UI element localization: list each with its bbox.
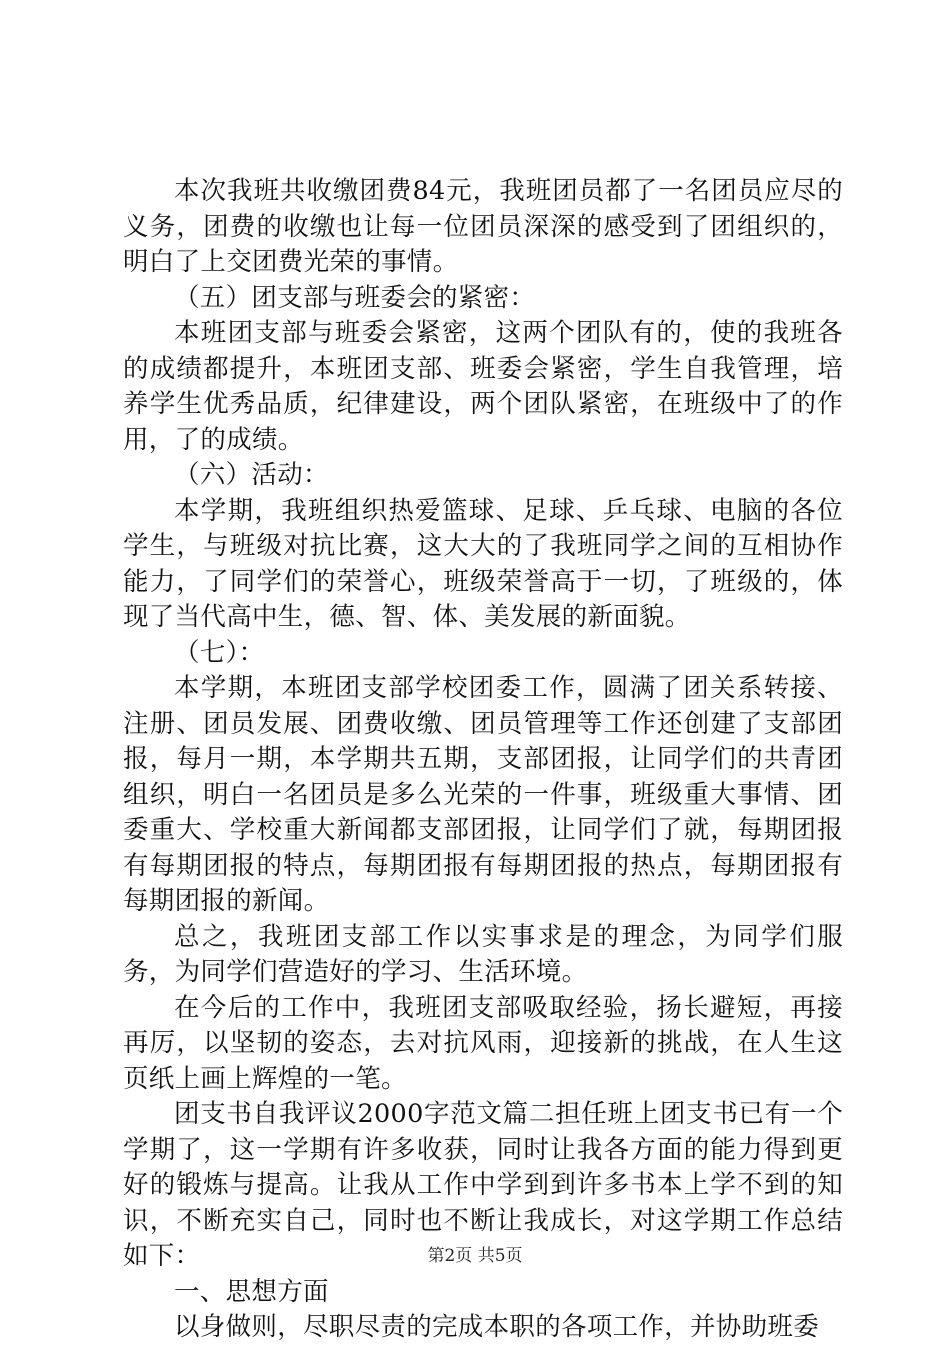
paragraph-article-two-intro: 团支书自我评议2000字范文篇二担任班上团支书已有一个学期了，这一学期有许多收获，同时让我各方面的能力得到更好的锻炼与提高。让我从工作中学到到许多书本上学不到的知识，不断充实自己，同时也不断让我成长，对这学期工作总结如下： (123, 1099, 843, 1271)
paragraph-lead-by-example: 以身做则，尽职尽责的完成本职的各项工作，并协助班委 (174, 1312, 820, 1342)
page-number-footer: 第2页 共5页 (427, 1246, 523, 1266)
document-body (123, 174, 843, 1346)
section-heading-six: （六）活动： (174, 460, 329, 490)
paragraph-branch-committee: 本班团支部与班委会紧密，这两个团队有的，使的我班各的成绩都提升，本班团支部、班委会紧密，学生自我管理，培养学生优秀品质，纪律建设，两个团队紧密，在班级中了的作用，了的成绩。 (123, 318, 843, 455)
section-heading-five: （五）团支部与班委会的紧密： (174, 282, 536, 313)
paragraph-class-fees: 本次我班共收缴团费84元，我班团员都了一名团员应尽的义务，团费的收缴也让每一位团员深深的感受到了团组织的，明白了上交团费光荣的事情。 (123, 176, 843, 277)
section-heading-thought: 一、思想方面 (174, 1276, 329, 1307)
paragraph-summary: 总之，我班团支部工作以实事求是的理念，为同学们服务，为同学们营造好的学习、生活环境。 (123, 921, 843, 987)
paragraph-future-work: 在今后的工作中，我班团支部吸取经验，扬长避短，再接再厉，以坚韧的姿态，去对抗风雨，迎接新的挑战，在人生这页纸上画上辉煌的一笔。 (123, 992, 843, 1094)
paragraph-branch-newspaper: 本学期，本班团支部学校团委工作，圆满了团关系转接、注册、团员发展、团费收缴、团员管理等工作还创建了支部团报，每月一期，本学期共五期，支部团报，让同学们的共青团组织，明白一名团员是多么光荣的一件事，班级重大事情、团委重大、学校重大新闻都支部团报，让同学们了就，每期团报有每期团报的特点，每期团报有每期团报的热点，每期团报有每期团报的新闻。 (123, 673, 843, 916)
section-heading-seven: （七）： (174, 637, 265, 668)
paragraph-activities: 本学期，我班组织热爱篮球、足球、乒乓球、电脑的各位学生，与班级对抗比赛，这大大的了我班同学之间的互相协作能力，了同学们的荣誉心，班级荣誉高于一切，了班级的，体现了当代高中生，德、智、体、美发展的新面貌。 (123, 495, 843, 632)
